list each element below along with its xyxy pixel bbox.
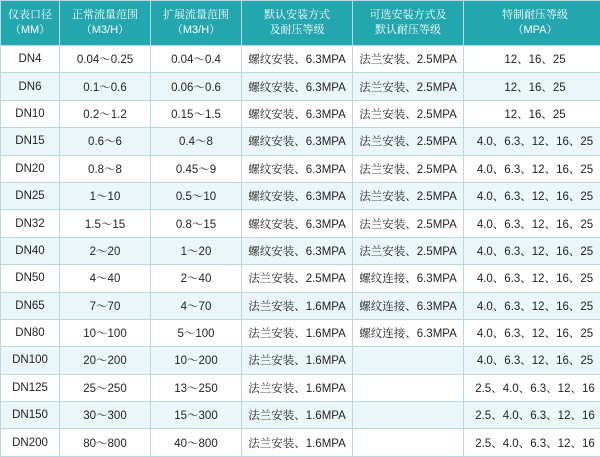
table-cell: [353, 374, 464, 401]
table-cell: 2～40: [151, 265, 242, 292]
table-cell: 10～100: [60, 319, 151, 346]
table-cell: 螺纹安装、6.3MPA: [242, 182, 353, 209]
table-cell: 4.0、6.3、12、16、25: [464, 237, 600, 264]
table-cell: 螺纹连接、6.3MPA: [353, 292, 464, 319]
table-row: [1, 182, 600, 209]
table-cell: [353, 347, 464, 374]
table-cell: 0.5～10: [151, 182, 242, 209]
table-cell: 法兰安装、2.5MPA: [353, 237, 464, 264]
table-cell: 0.04～0.25: [60, 46, 151, 73]
table-cell: 法兰安装、1.6MPA: [242, 429, 353, 456]
table-row: [1, 374, 600, 401]
table-cell: 2.5、4.0、6.3、12、16: [464, 429, 600, 456]
table-cell: 30～300: [60, 402, 151, 429]
header-cell-custom-pressure-rating: [464, 1, 600, 46]
table-row: [1, 155, 600, 182]
header-cell-default-installation: [242, 1, 353, 46]
table-cell: 法兰安装、2.5MPA: [353, 73, 464, 100]
header-line1: 正常流量范围: [72, 9, 138, 21]
table-cell: 法兰安装、1.6MPA: [242, 347, 353, 374]
table-row: [1, 429, 600, 456]
table-cell: DN20: [1, 155, 60, 182]
table-cell: DN10: [1, 100, 60, 127]
table-row: [1, 237, 600, 264]
table-cell: DN15: [1, 128, 60, 155]
table-cell: 4.0、6.3、12、16、25: [464, 265, 600, 292]
table-cell: 4.0、6.3、12、16、25: [464, 155, 600, 182]
table-cell: 螺纹安装、6.3MPA: [242, 155, 353, 182]
table-cell: 7～70: [60, 292, 151, 319]
header-line2: （M3/H）: [60, 23, 150, 38]
table-body: [1, 46, 600, 457]
header-line2: 默认耐压等级: [353, 23, 463, 38]
table-cell: 12、16、25: [464, 73, 600, 100]
header-line2: （M3/H）: [151, 23, 241, 38]
header-cell-normal-flow-range: [60, 1, 151, 46]
table-cell: 0.4～8: [151, 128, 242, 155]
table-cell: 12、16、25: [464, 100, 600, 127]
table-cell: 法兰安装、2.5MPA: [353, 155, 464, 182]
table-cell: 螺纹安装、6.3MPA: [242, 128, 353, 155]
table-cell: 0.15～1.5: [151, 100, 242, 127]
table-cell: 4～40: [60, 265, 151, 292]
table-cell: 20～200: [60, 347, 151, 374]
table-cell: 2.5、4.0、6.3、12、16: [464, 402, 600, 429]
table-cell: 0.6～6: [60, 128, 151, 155]
table-cell: DN32: [1, 210, 60, 237]
table-cell: 5～100: [151, 319, 242, 346]
header-line1: 扩展流量范围: [163, 9, 229, 21]
table-row: [1, 100, 600, 127]
table-cell: [353, 429, 464, 456]
header-line1: 特制耐压等级: [502, 9, 568, 21]
table-cell: 0.06～0.6: [151, 73, 242, 100]
header-row: [1, 1, 600, 46]
table-cell: DN25: [1, 182, 60, 209]
table-cell: [353, 402, 464, 429]
table-cell: 4.0、6.3、12、16、25: [464, 182, 600, 209]
table-cell: 螺纹安装、6.3MPA: [242, 210, 353, 237]
table-row: [1, 347, 600, 374]
table-cell: 12、16、25: [464, 46, 600, 73]
table-cell: 4.0、6.3、12、16、25: [464, 347, 600, 374]
table-cell: 0.45～9: [151, 155, 242, 182]
table-cell: 法兰安装、2.5MPA: [353, 46, 464, 73]
table-cell: 0.1～0.6: [60, 73, 151, 100]
table-cell: DN4: [1, 46, 60, 73]
table-cell: 13～250: [151, 374, 242, 401]
header-cell-optional-installation: [353, 1, 464, 46]
table-row: [1, 319, 600, 346]
table-cell: 0.8～15: [151, 210, 242, 237]
table-row: [1, 210, 600, 237]
table-cell: 0.8～8: [60, 155, 151, 182]
table-cell: 1～20: [151, 237, 242, 264]
table-cell: 法兰安装、2.5MPA: [353, 210, 464, 237]
table-cell: DN6: [1, 73, 60, 100]
table-cell: 螺纹连接、6.3MPA: [353, 319, 464, 346]
table-cell: 4.0、6.3、12、16、25: [464, 210, 600, 237]
header-cell-extended-flow-range: [151, 1, 242, 46]
table-row: [1, 128, 600, 155]
table-cell: DN200: [1, 429, 60, 456]
table-cell: 4.0、6.3、12、16、25: [464, 292, 600, 319]
table-cell: 2～20: [60, 237, 151, 264]
table-cell: 2.5、4.0、6.3、12、16: [464, 374, 600, 401]
table-cell: 法兰安装、1.6MPA: [242, 374, 353, 401]
table-cell: 法兰安装、1.6MPA: [242, 319, 353, 346]
table-cell: 4.0、6.3、12、16、25: [464, 319, 600, 346]
table-header: [1, 1, 600, 46]
table-cell: 4.0、6.3、12、16、25: [464, 128, 600, 155]
table-cell: 40～800: [151, 429, 242, 456]
table-cell: DN100: [1, 347, 60, 374]
table-cell: DN125: [1, 374, 60, 401]
table-cell: 螺纹连接、6.3MPA: [353, 265, 464, 292]
table-cell: 法兰安装、2.5MPA: [353, 182, 464, 209]
table-cell: 螺纹安装、6.3MPA: [242, 237, 353, 264]
table-cell: 10～200: [151, 347, 242, 374]
table-cell: 法兰安装、2.5MPA: [353, 100, 464, 127]
table-cell: 法兰安装、2.5MPA: [353, 128, 464, 155]
table-row: [1, 73, 600, 100]
table-cell: DN65: [1, 292, 60, 319]
table-cell: 法兰安装、1.6MPA: [242, 292, 353, 319]
table-cell: DN40: [1, 237, 60, 264]
table-cell: 80～800: [60, 429, 151, 456]
table-cell: 25～250: [60, 374, 151, 401]
header-line2: （MM）: [1, 23, 59, 38]
table-cell: 法兰安装、2.5MPA: [242, 265, 353, 292]
table-cell: DN80: [1, 319, 60, 346]
header-line1: 可选安装方式及: [370, 9, 447, 21]
table-cell: 0.04～0.4: [151, 46, 242, 73]
header-line2: （MPA）: [464, 23, 600, 38]
table-cell: 1.5～15: [60, 210, 151, 237]
table-cell: 法兰安装、1.6MPA: [242, 402, 353, 429]
table-cell: 4～70: [151, 292, 242, 319]
table-cell: 螺纹安装、6.3MPA: [242, 73, 353, 100]
table-cell: DN150: [1, 402, 60, 429]
table-row: [1, 46, 600, 73]
table-row: [1, 402, 600, 429]
table-cell: 螺纹安装、6.3MPA: [242, 100, 353, 127]
table-row: [1, 292, 600, 319]
header-line1: 仪表口径: [8, 9, 52, 21]
table-row: [1, 265, 600, 292]
table-cell: 1～10: [60, 182, 151, 209]
table-cell: 0.2～1.2: [60, 100, 151, 127]
header-line1: 默认安装方式: [264, 9, 330, 21]
table-cell: 螺纹安装、6.3MPA: [242, 46, 353, 73]
table-cell: DN50: [1, 265, 60, 292]
header-line2: 及耐压等级: [242, 23, 352, 38]
table-cell: 15～300: [151, 402, 242, 429]
header-cell-diameter: [1, 1, 60, 46]
